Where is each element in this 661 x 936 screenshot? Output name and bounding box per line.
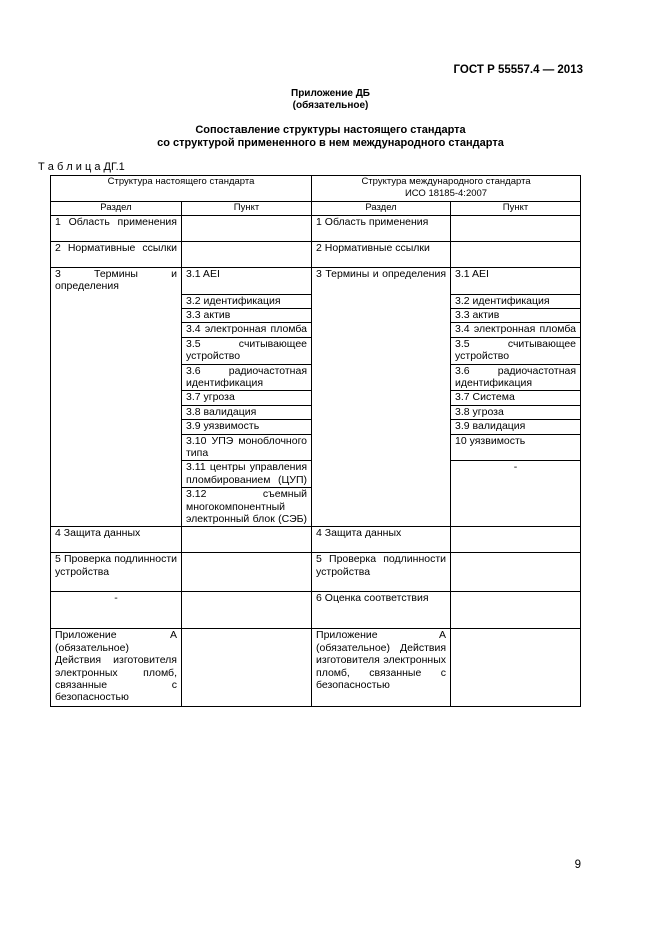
cell-item-international: 3.3 актив [451,308,581,322]
cell-item-international: 3.7 Система [451,391,581,405]
cell-section-international: 2 Нормативные ссылки [312,241,451,267]
cell-item-national: 3.4 электронная пломба [182,323,312,337]
cell-item-international [451,592,581,629]
heading-line-2: со структурой примененного в нем международного стандарта [157,137,504,149]
cell-section-national: 1 Область применения [51,215,182,241]
group-header-international [312,176,581,202]
cell-item-national: 3.7 угроза [182,391,312,405]
cell-section-international: 6 Оценка соответствия [312,592,451,629]
cell-section-national: 5 Проверка подлинности устройства [51,553,182,592]
cell-item-international [451,629,581,707]
table-row [51,629,581,707]
group-header-international-line1: Структура международного стандарта [361,176,531,187]
cell-item-international: 3.1 AEI [451,267,581,294]
col-header-section: Раздел [312,202,451,216]
col-header-item: Пункт [182,202,312,216]
cell-item-national: 3.1 AEI [182,267,312,294]
table-row [51,215,581,241]
cell-item-international: 3.8 угроза [451,405,581,419]
col-header-section: Раздел [51,202,182,216]
cell-item-international: 10 уязвимость [451,434,581,461]
cell-section-national: 4 Защита данных [51,527,182,553]
col-header-item: Пункт [451,202,581,216]
cell-item-international [451,553,581,592]
table-row [51,592,581,629]
table-row [51,553,581,592]
cell-item-national [182,241,312,267]
cell-item-national: 3.2 идентификация [182,294,312,308]
cell-item-national: 3.11 центры управления пломбированием (ЦУП) [182,461,312,488]
appendix-status: (обязательное) [292,100,369,111]
cell-item-national: 3.8 валидация [182,405,312,419]
cell-item-national: 3.12 съемный многокомпонентный электронный блок (СЭБ) [182,488,312,527]
cell-section-international: 4 Защита данных [312,527,451,553]
cell-item-national: 3.10 УПЭ моноблочного типа [182,434,312,461]
heading-line-1: Сопоставление структуры настоящего стандарта [195,124,466,136]
section-heading [0,124,661,150]
cell-section-international: 5 Проверка подлинности устройства [312,553,451,592]
cell-item-national [182,527,312,553]
table-group-header [51,176,581,202]
group-header-national: Структура настоящего стандарта [51,176,312,202]
table-caption: Т а б л и ц а ДГ.1 [38,161,125,173]
table-row [51,527,581,553]
cell-item-national [182,592,312,629]
cell-item-national: 3.6 радиочастотная идентификация [182,364,312,391]
cell-item-international: 3.4 электронная пломба [451,323,581,337]
document-number: ГОСТ Р 55557.4 — 2013 [453,64,583,76]
cell-item-national: 3.5 считывающее устройство [182,337,312,364]
cell-section-national: 2 Нормативные ссылки [51,241,182,267]
cell-section-national: Приложение А (обязательное) Действия изготовителя электронных пломб, связанные с безопасностью [51,629,182,707]
table-row [51,241,581,267]
appendix-title: Приложение ДБ [291,88,370,99]
cell-item-international: 3.5 считывающее устройство [451,337,581,364]
cell-item-international: 3.2 идентификация [451,294,581,308]
group-header-international-line2: ИСО 18185-4:2007 [404,187,488,199]
cell-item-national [182,553,312,592]
cell-section-international: 1 Область применения [312,215,451,241]
cell-section-international: Приложение А (обязательное) Действия изготовителя электронных пломб, связанные с безопасностью [312,629,451,707]
page-number: 9 [574,859,581,871]
cell-item-national [182,215,312,241]
cell-section-international: 3 Термины и определения [312,267,451,527]
cell-item-national [182,629,312,707]
table-column-header [51,202,581,216]
cell-section-national: - [51,592,182,629]
cell-section-national: 3 Термины и определения [51,267,182,527]
cell-item-national: 3.3 актив [182,308,312,322]
cell-item-international [451,527,581,553]
comparison-table [50,175,581,707]
cell-item-international: 3.6 радиочастотная идентификация [451,364,581,391]
cell-item-international [451,241,581,267]
cell-item-international [451,215,581,241]
table-row [51,267,581,294]
cell-item-international: - [451,461,581,527]
cell-item-national: 3.9 уязвимость [182,420,312,434]
cell-item-international: 3.9 валидация [451,420,581,434]
